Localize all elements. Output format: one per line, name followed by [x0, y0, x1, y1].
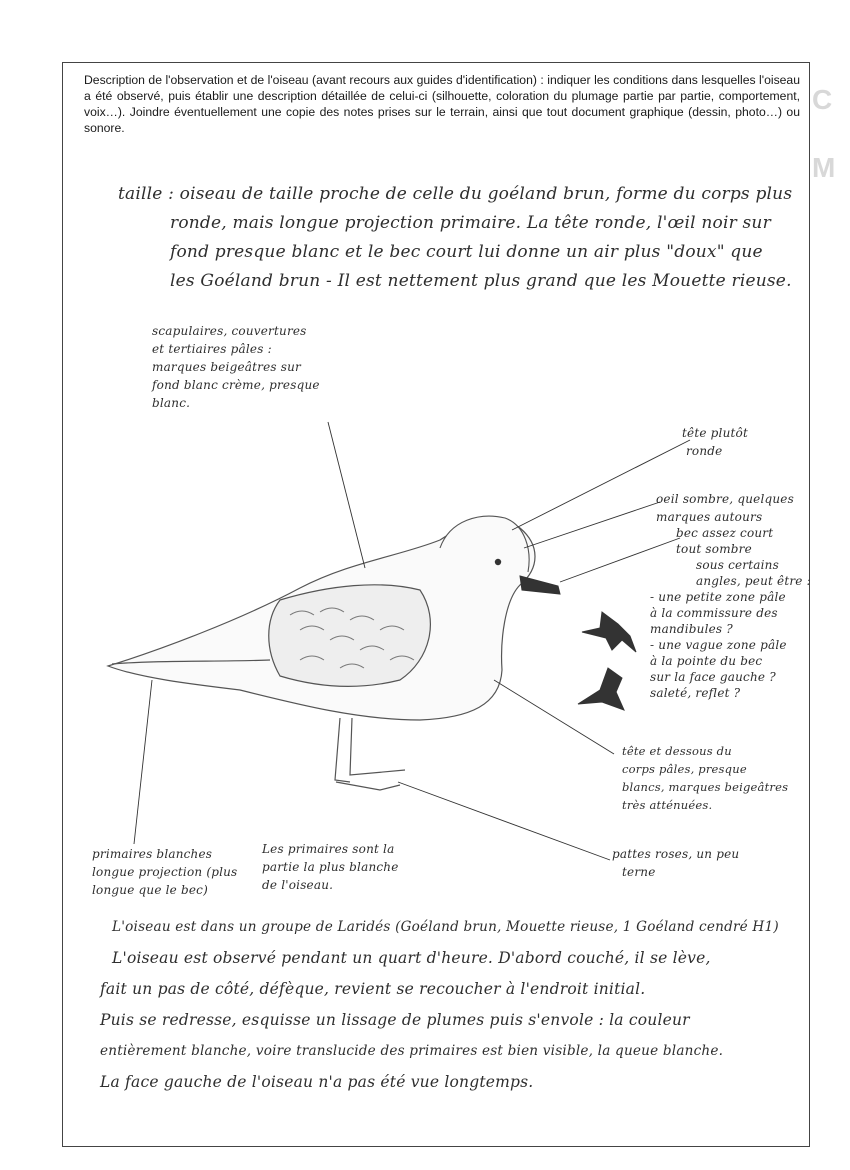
bleed-through-mark: C: [812, 84, 833, 115]
note-line: sous certains: [696, 558, 779, 572]
handwritten-line: fond presque blanc et le bec court lui donne un air plus "doux" que: [170, 242, 763, 262]
bleed-through-mark: M: [812, 152, 836, 183]
note-line: partie la plus blanche: [262, 860, 399, 874]
note-line: oeil sombre, quelques: [656, 492, 794, 506]
primaries-whitest-note: [262, 840, 399, 894]
note-line: terne: [622, 865, 656, 879]
primaries-note: [92, 845, 237, 899]
handwritten-line: les Goéland brun - Il est nettement plus grand que les Mouette rieuse.: [170, 271, 792, 291]
bill-detail-sketch: [578, 612, 636, 710]
note-line: scapulaires, couvertures: [152, 324, 307, 338]
handwritten-line: L'oiseau est dans un groupe de Laridés (Goéland brun, Mouette rieuse, 1 Goéland cendré H1): [112, 919, 779, 935]
note-line: sur la face gauche ?: [650, 670, 776, 684]
bill-note: [650, 525, 811, 701]
observation-narrative: [100, 912, 850, 1098]
scapulars-note: [152, 322, 320, 412]
note-line: marques beigeâtres sur: [152, 360, 301, 374]
note-line: corps pâles, presque: [622, 762, 747, 776]
handwritten-line: La face gauche de l'oiseau n'a pas été vue longtemps.: [100, 1073, 534, 1091]
handwritten-line: Puis se redresse, esquisse un lissage de plumes puis s'envole : la couleur: [100, 1011, 690, 1029]
note-line: angles, peut être :: [696, 574, 811, 588]
note-line: mandibules ?: [650, 622, 733, 636]
note-line: tout sombre: [676, 542, 752, 556]
legs-note: [612, 845, 739, 881]
note-line: pattes roses, un peu: [612, 847, 740, 861]
handwritten-line: fait un pas de côté, défèque, revient se recoucher à l'endroit initial.: [100, 980, 646, 998]
note-line: bec assez court: [676, 526, 774, 540]
note-line: marques autours: [656, 510, 763, 524]
note-line: et tertiaires pâles :: [152, 342, 272, 356]
note-line: blanc.: [152, 396, 191, 410]
note-line: - une petite zone pâle: [650, 590, 786, 604]
note-line: longue projection (plus: [92, 865, 238, 879]
note-line: tête et dessous du: [622, 744, 732, 758]
head-note: [682, 424, 748, 460]
note-line: Les primaires sont la: [262, 842, 395, 856]
gull-bill: [520, 576, 560, 594]
note-line: fond blanc crème, presque: [152, 378, 320, 392]
note-line: à la pointe du bec: [650, 654, 763, 668]
gull-legs: [335, 718, 405, 790]
note-line: ronde: [686, 444, 723, 458]
note-line: primaires blanches: [92, 847, 213, 861]
note-line: saleté, reflet ?: [650, 686, 741, 700]
note-line: blancs, marques beigeâtres: [622, 780, 789, 794]
note-line: très atténuées.: [622, 798, 713, 812]
form-instructions: Description de l'observation et de l'oiseau (avant recours aux guides d'identification) : indiquer les conditions dans lesquelles l'oiseau a été observé, puis établir une description détaillée de celui-ci (silhouette, coloration du plumage partie par partie, comportement, voix…). Joindre éventuellement une copie des notes prises sur le terrain, ainsi que tout document graphique (dessin, photo…) ou sonore.: [84, 73, 800, 135]
note-line: - une vague zone pâle: [650, 638, 787, 652]
body-note: [622, 742, 788, 814]
note-line: à la commissure des: [650, 606, 778, 620]
handwritten-line: L'oiseau est observé pendant un quart d'heure. D'abord couché, il se lève,: [112, 949, 711, 967]
eye-note: [656, 490, 794, 526]
handwritten-line: taille : oiseau de taille proche de celle du goéland brun, forme du corps plus: [118, 184, 793, 204]
handwritten-line: entièrement blanche, voire translucide des primaires est bien visible, la queue blanche.: [100, 1043, 724, 1059]
handwritten-line: ronde, mais longue projection primaire. La tête ronde, l'œil noir sur: [170, 213, 771, 233]
note-line: tête plutôt: [682, 426, 748, 440]
note-line: longue que le bec): [92, 883, 208, 897]
note-line: de l'oiseau.: [262, 878, 334, 892]
gull-eye: [495, 559, 501, 565]
